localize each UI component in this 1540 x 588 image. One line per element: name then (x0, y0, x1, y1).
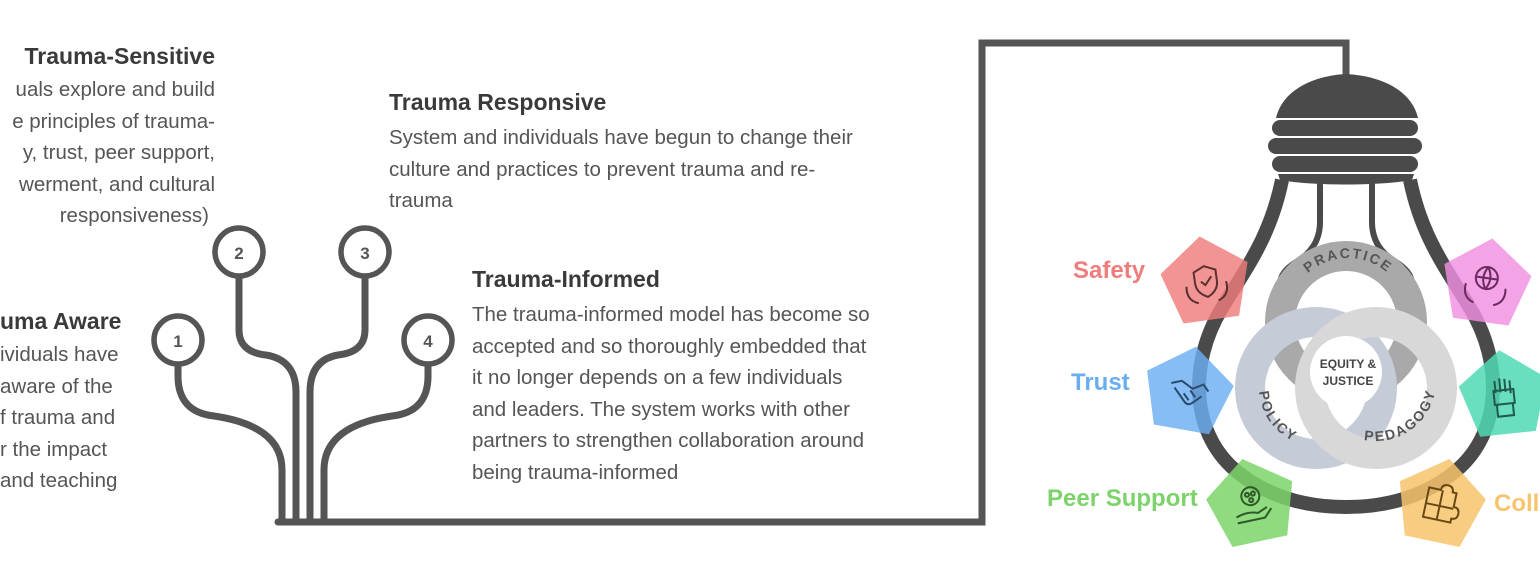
stage-description (0, 339, 121, 497)
pentagon (1138, 339, 1239, 437)
stage-title: Trauma-Sensitive (24, 43, 215, 69)
ring-label-practice: PRACTICE (1300, 244, 1396, 276)
step-number: 3 (360, 244, 370, 263)
step-circle-3 (341, 228, 389, 276)
step-number: 2 (234, 244, 244, 263)
pentagon (1437, 232, 1536, 327)
description-line: and leaders. The system works with other (472, 397, 850, 421)
description-line: it no longer depends on a few individuals (472, 366, 843, 389)
description-line: culture and practices to prevent trauma and re- (389, 157, 816, 181)
center-label-line1: EQUITY & (1319, 357, 1377, 371)
badge-collaboration (1389, 450, 1493, 550)
bulb-socket-rings (1268, 120, 1422, 172)
step-circle-2 (215, 228, 263, 276)
step-circle-4 (404, 316, 452, 364)
description-line: partners to strengthen collaboration around (472, 429, 865, 452)
description-line: System and individuals have begun to change their (389, 126, 853, 149)
description-line: uals explore and build (15, 78, 215, 101)
stage-description (472, 299, 870, 488)
stage-trauma-sensitive (12, 42, 215, 232)
description-line: The trauma-informed model has become so (472, 303, 870, 326)
description-line: aware of the (0, 374, 113, 398)
step-number: 1 (173, 332, 183, 351)
step-circle-1 (154, 316, 202, 364)
stage-trauma-aware (0, 307, 121, 497)
ring-label-policy: POLICY (1256, 389, 1301, 445)
branch-3 (310, 274, 365, 522)
step-circles (154, 228, 452, 364)
branch-4 (324, 362, 428, 522)
description-line: f trauma and (0, 406, 116, 429)
badge-teal (1455, 346, 1540, 439)
description-line: trauma (389, 189, 453, 212)
description-line: ividuals have (0, 343, 119, 366)
stage-title: Trauma Responsive (389, 89, 607, 115)
stage-title: Trauma-Informed (472, 266, 660, 292)
badge-trust (1138, 339, 1239, 437)
center-disc (1310, 336, 1382, 408)
ring-label-pedagogy: PEDAGOGY (1363, 387, 1439, 445)
branch-1 (178, 362, 282, 522)
badge-pink (1437, 232, 1536, 327)
stage-description (12, 74, 215, 232)
branch-2 (239, 274, 296, 522)
pentagon (1199, 450, 1303, 550)
stage-trauma-informed (472, 265, 870, 488)
badge-safety (1156, 230, 1255, 325)
badge-peer-support (1199, 450, 1303, 550)
center-label-line2: JUSTICE (1322, 374, 1374, 388)
principle-label-collaboration: Coll (1494, 490, 1540, 517)
description-line: responsiveness) (59, 204, 209, 227)
step-number: 4 (423, 332, 433, 351)
pentagon (1156, 230, 1255, 325)
description-line: y, trust, peer support, (22, 141, 215, 164)
pentagon (1455, 346, 1540, 439)
principle-label-safety: Safety (1073, 257, 1146, 284)
description-line: r the impact (0, 437, 108, 461)
description-line: werment, and cultural (19, 172, 215, 196)
description-line: and teaching (0, 469, 118, 492)
description-line: e principles of trauma- (12, 109, 215, 133)
stage-description (389, 122, 853, 217)
stage-trauma-responsive (389, 88, 853, 217)
principle-label-peer-support: Peer Support (1047, 485, 1198, 512)
bulb-cap (1276, 74, 1418, 118)
stage-title: uma Aware (0, 308, 122, 334)
description-line: being trauma-informed (472, 460, 679, 484)
principle-label-trust: Trust (1071, 369, 1130, 396)
description-line: accepted and so thoroughly embedded that (472, 334, 867, 358)
